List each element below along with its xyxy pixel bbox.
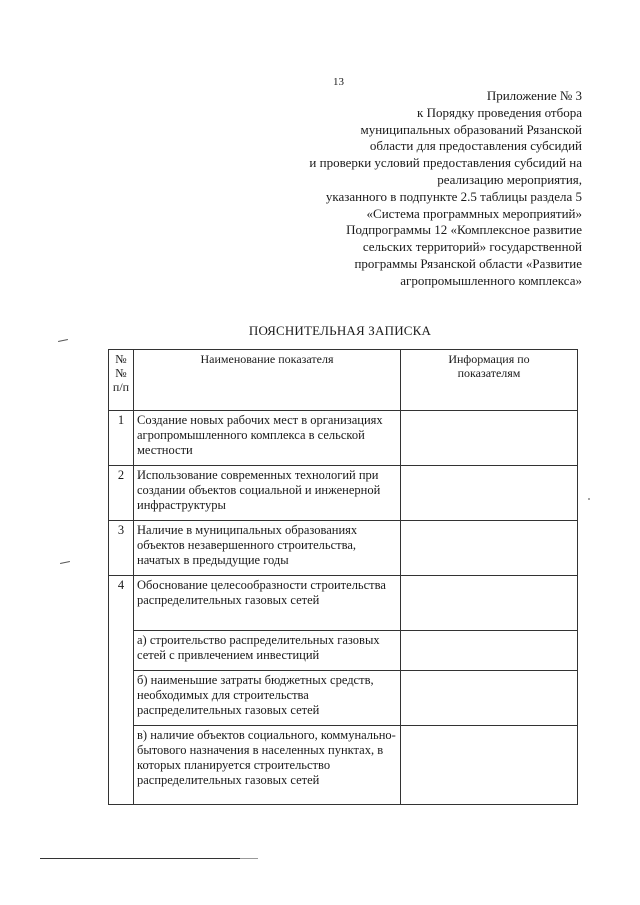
table-row (109, 466, 578, 521)
indicator-name: Создание новых рабочих мест в организациях агропромышленного комплекса в сельской местности (134, 411, 401, 466)
scan-mark (58, 339, 68, 342)
document-title: ПОЯСНИТЕЛЬНАЯ ЗАПИСКА (248, 323, 432, 338)
indicator-info (401, 411, 578, 466)
indicator-info (401, 576, 578, 631)
indicators-table (108, 349, 578, 805)
table-row (109, 411, 578, 466)
footnote-separator-tail (240, 858, 258, 859)
row-number: 1 (109, 411, 134, 466)
indicator-info (401, 726, 578, 805)
row-number: 4 (109, 576, 134, 805)
appendix-line: реализацию мероприятия, (437, 171, 582, 187)
appendix-line: сельских территорий» государственной (362, 239, 582, 255)
indicator-info (401, 671, 578, 726)
table-row (109, 671, 578, 726)
appendix-line: агропромышленного комплекса» (400, 272, 582, 288)
appendix-line: Приложение № 3 (486, 88, 582, 103)
indicator-info (401, 521, 578, 576)
table-row (109, 521, 578, 576)
appendix-line: «Система программных мероприятий» (366, 205, 582, 221)
indicator-name: Использование современных технологий при создании объектов социальной и инженерной инфраструктуры (134, 466, 401, 521)
row-number: 2 (109, 466, 134, 521)
indicator-info (401, 631, 578, 671)
header-indicator-name: Наименование показателя (134, 350, 401, 411)
appendix-line: и проверки условий предоставления субсидий на (309, 155, 582, 171)
table-row (109, 726, 578, 805)
page-number: 13 (333, 76, 344, 88)
header-number-label: № № п/п (112, 352, 130, 394)
appendix-line: указанного в подпункте 2.5 таблицы раздела 5 (325, 188, 582, 204)
header-indicator-info (401, 350, 578, 411)
appendix-line: области для предоставления субсидий (369, 138, 582, 154)
indicator-name: б) наименьшие затраты бюджетных средств, необходимых для строительства распределительных газовых сетей (134, 671, 401, 726)
scan-speck (588, 498, 590, 500)
row-number: 3 (109, 521, 134, 576)
indicator-name: Обоснование целесообразности строительства распределительных газовых сетей (134, 576, 401, 631)
indicator-name: в) наличие объектов социального, коммунально-бытового назначения в населенных пунктах, в которых планируется строительство распределительных газовых сетей (134, 726, 401, 805)
table-row (109, 576, 578, 631)
indicator-name: а) строительство распределительных газовых сетей с привлечением инвестиций (134, 631, 401, 671)
appendix-line: к Порядку проведения отбора (417, 104, 582, 120)
appendix-line: Подпрограммы 12 «Комплексное развитие (346, 222, 582, 238)
header-info-label: Информация по показателям (448, 352, 530, 380)
appendix-line: программы Рязанской области «Развитие (354, 255, 582, 271)
scan-mark (60, 561, 70, 564)
appendix-header (242, 88, 582, 290)
header-number (109, 350, 134, 411)
indicator-info (401, 466, 578, 521)
table-row (109, 631, 578, 671)
table-header-row (109, 350, 578, 411)
footnote-separator (40, 858, 240, 859)
indicator-name: Наличие в муниципальных образованиях объектов незавершенного строительства, начатых в предыдущие годы (134, 521, 401, 576)
appendix-line: муниципальных образований Рязанской (360, 121, 582, 137)
